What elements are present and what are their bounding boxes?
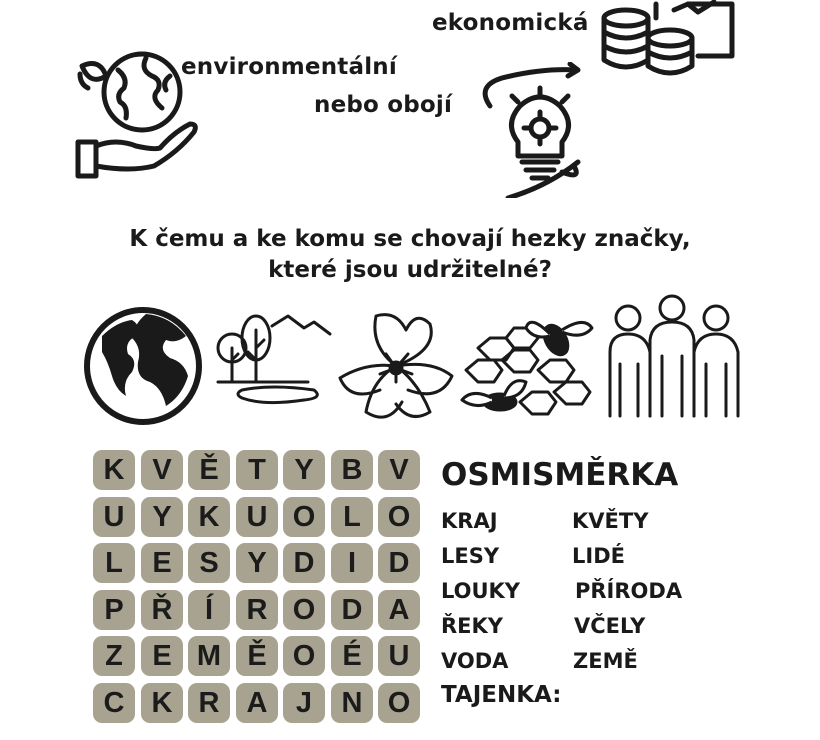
bees-honeycomb-icon	[458, 306, 602, 430]
word-item: PŘÍRODA	[575, 579, 683, 603]
grid-cell[interactable]: J	[283, 683, 325, 723]
coins-chart-icon	[598, 0, 748, 80]
word-item: KRAJ	[441, 509, 498, 533]
question-heading	[0, 224, 820, 286]
grid-cell[interactable]: D	[283, 543, 325, 583]
grid-cell[interactable]: O	[283, 590, 325, 630]
question-line-2: které jsou udržitelné?	[268, 257, 552, 283]
word-item: VODA	[441, 649, 509, 673]
grid-cell[interactable]: L	[93, 543, 135, 583]
question-line-1: K čemu a ke komu se chovají hezky značky,	[129, 226, 691, 252]
grid-cell[interactable]: K	[93, 450, 135, 490]
grid-cell[interactable]: Í	[188, 590, 230, 630]
grid-cell[interactable]: N	[331, 683, 373, 723]
grid-cell[interactable]: U	[236, 497, 278, 537]
environmental-label: environmentální	[181, 54, 397, 80]
grid-cell[interactable]: É	[331, 636, 373, 676]
grid-cell[interactable]: M	[188, 636, 230, 676]
grid-cell[interactable]: O	[283, 497, 325, 537]
grid-cell[interactable]: A	[378, 590, 420, 630]
grid-cell[interactable]: Z	[93, 636, 135, 676]
grid-cell[interactable]: K	[188, 497, 230, 537]
grid-cell[interactable]: B	[331, 450, 373, 490]
word-item: ŘEKY	[441, 614, 503, 638]
word-item: LESY	[441, 544, 500, 568]
grid-cell[interactable]: U	[93, 497, 135, 537]
word-item: KVĚTY	[572, 509, 649, 533]
grid-cell[interactable]: Ř	[141, 590, 183, 630]
grid-cell[interactable]: K	[141, 683, 183, 723]
grid-cell[interactable]: Y	[236, 543, 278, 583]
grid-cell[interactable]: E	[141, 543, 183, 583]
grid-cell[interactable]: C	[93, 683, 135, 723]
tajenka-label: TAJENKA:	[441, 682, 562, 708]
grid-cell[interactable]: A	[236, 683, 278, 723]
grid-cell[interactable]: E	[141, 636, 183, 676]
economic-label: ekonomická	[432, 10, 589, 36]
grid-cell[interactable]: S	[188, 543, 230, 583]
grid-cell[interactable]: L	[331, 497, 373, 537]
grid-cell[interactable]: R	[236, 590, 278, 630]
grid-cell[interactable]: U	[378, 636, 420, 676]
earth-globe-icon	[82, 306, 204, 426]
grid-cell[interactable]: R	[188, 683, 230, 723]
word-item: ZEMĚ	[573, 649, 638, 673]
grid-cell[interactable]: P	[93, 590, 135, 630]
grid-cell[interactable]: T	[236, 450, 278, 490]
people-group-icon	[606, 292, 742, 418]
word-item: VČELY	[574, 614, 646, 638]
grid-cell[interactable]: O	[283, 636, 325, 676]
grid-cell[interactable]: O	[378, 683, 420, 723]
grid-cell[interactable]: V	[378, 450, 420, 490]
lightbulb-gear-icon	[478, 62, 598, 198]
grid-cell[interactable]: Y	[283, 450, 325, 490]
grid-cell[interactable]: V	[141, 450, 183, 490]
or-both-label: nebo obojí	[314, 92, 453, 118]
word-item: LOUKY	[441, 579, 521, 603]
grid-cell[interactable]: O	[378, 497, 420, 537]
grid-cell[interactable]: Y	[141, 497, 183, 537]
word-item: LIDÉ	[572, 544, 625, 568]
flower-icon	[334, 306, 458, 430]
grid-cell[interactable]: I	[331, 543, 373, 583]
grid-cell[interactable]: D	[378, 543, 420, 583]
grid-cell[interactable]: D	[331, 590, 373, 630]
grid-cell[interactable]: Ě	[188, 450, 230, 490]
grid-cell[interactable]: Ě	[236, 636, 278, 676]
trees-landscape-icon	[212, 308, 334, 408]
puzzle-title: OSMISMĚRKA	[441, 457, 679, 493]
